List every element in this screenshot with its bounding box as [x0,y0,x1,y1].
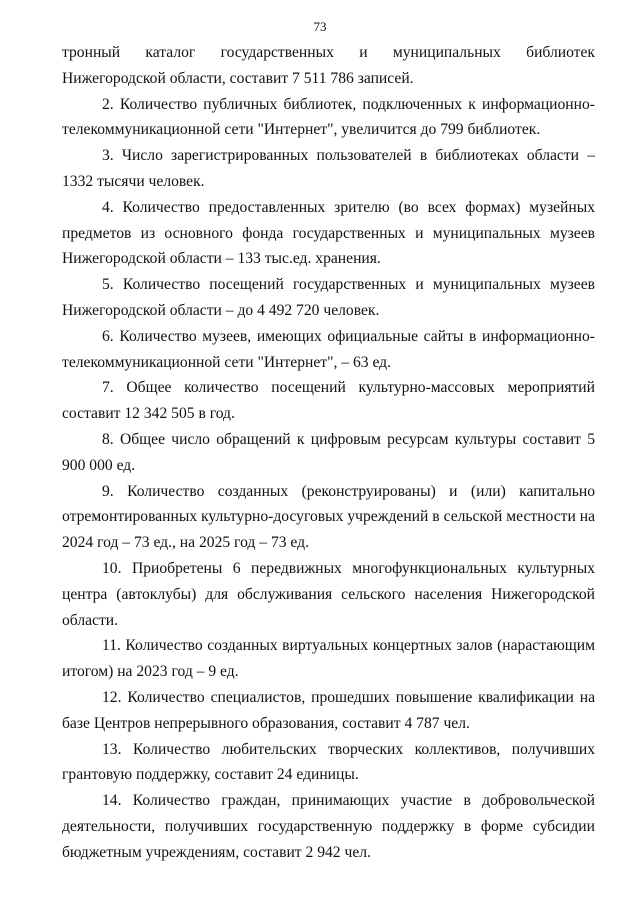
list-item-5: 5. Количество посещений государственных и муниципальных музеев Нижегородской области – до 4 492 720 человек. [62,276,595,319]
paragraph-continuation: тронный каталог государственных и муниципальных библиотек Нижегородской области, составит 7 511 786 записей. [62,44,595,87]
list-item-8: 8. Общее число обращений к цифровым ресурсам культуры составит 5 900 000 ед. [62,430,595,474]
list-item-6: 6. Количество музеев, имеющих официальные сайты в информационно-телекоммуникационной сети "Интернет", – 63 ед. [62,327,595,371]
page-number: 73 [313,19,327,34]
list-item-3: 3. Число зарегистрированных пользователей в библиотеках области – 1332 тысячи человек. [62,147,595,190]
list-item-10: 10. Приобретены 6 передвижных многофункциональных культурных центра (автоклубы) для обслуживания сельского населения Нижегородской области. [62,559,595,629]
list-item-9: 9. Количество созданных (реконструированы) и (или) капитально отремонтированных культурно-досуговых учреждений в сельской местности на 2024 год – 73 ед., на 2025 год – 73 ед. [62,482,595,552]
list-item-12: 12. Количество специалистов, прошедших повышение квалификации на базе Центров непрерывного образования, составит 4 787 чел. [62,688,595,732]
list-item-2: 2. Количество публичных библиотек, подключенных к информационно-телекоммуникационной сети "Интернет", увеличится до 799 библиотек. [62,95,595,139]
document-body [62,40,595,866]
list-item-14: 14. Количество граждан, принимающих участие в добровольческой деятельности, получивших государственную поддержку в форме субсидии бюджетным учреждениям, составит 2 942 чел. [62,792,595,861]
list-item-11: 11. Количество созданных виртуальных концертных залов (нарастающим итогом) на 2023 год – 9 ед. [62,637,595,681]
list-item-7: 7. Общее количество посещений культурно-массовых мероприятий составит 12 342 505 в год. [62,379,595,423]
list-item-4: 4. Количество предоставленных зрителю (во всех формах) музейных предметов из основного фонда государственных и муниципальных музеев Нижегородской области – 133 тыс.ед. хранения. [62,198,595,268]
list-item-13: 13. Количество любительских творческих коллективов, получивших грантовую поддержку, составит 24 единицы. [62,740,595,784]
